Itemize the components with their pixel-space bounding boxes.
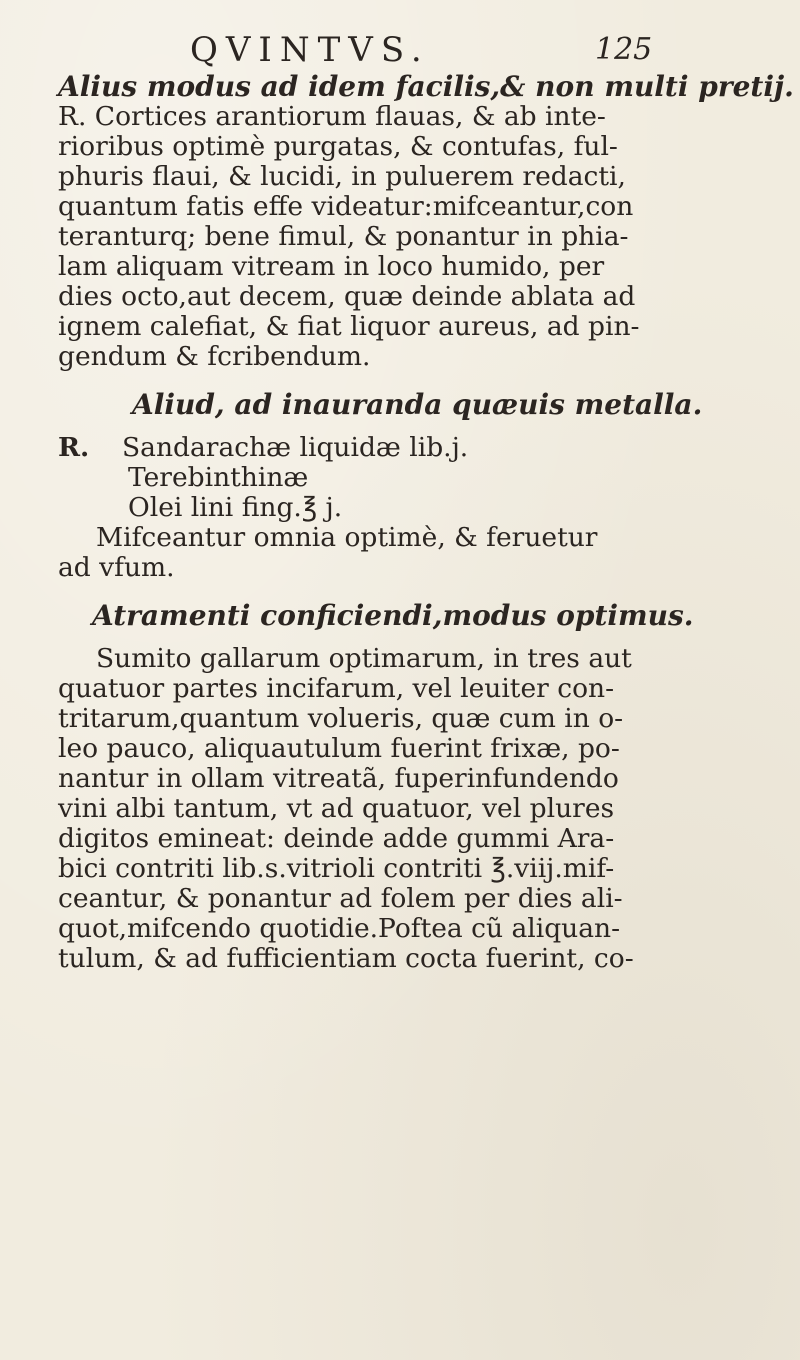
text-block	[58, 70, 794, 974]
text-line: dies octo,aut decem, quæ deinde ablata ad	[58, 281, 636, 312]
section-heading: Alius modus ad idem facilis,& non multi pretij.	[58, 70, 794, 103]
text-line: lam aliquam vitream in loco humido, per	[58, 251, 605, 282]
ingredient: Olei lini fing.℥ j.	[128, 492, 343, 523]
text-line: nantur in ollam vitreatã, fuperinfundendo	[58, 763, 619, 794]
text-line: teranturq; bene fimul, & ponantur in phia-	[58, 221, 629, 252]
text-line: rioribus optimè purgatas, & contufas, ful-	[58, 131, 618, 162]
text-line: leo pauco, aliquautulum fuerint frixæ, po-	[58, 733, 620, 764]
text-line: tulum, & ad fufficientiam cocta fuerint, co-	[58, 943, 634, 974]
section-heading: Atramenti conficiendi,modus optimus.	[92, 599, 694, 632]
text-line: tritarum,quantum volueris, quæ cum in o-	[58, 703, 624, 734]
text-line: ignem calefiat, & fiat liquor aureus, ad pin-	[58, 311, 640, 342]
text-line: gendum & fcribendum.	[58, 341, 371, 372]
text-line: quantum fatis effe videatur:mifceantur,con	[58, 191, 634, 222]
ingredient: Terebinthinæ	[128, 462, 309, 493]
text-line: vini albi tantum, vt ad quatuor, vel plures	[58, 793, 615, 824]
text-line: Mifceantur omnia optimè, & feruetur	[96, 522, 598, 553]
text-line: bici contriti lib.s.vitrioli contriti ℥.viij.mif-	[58, 853, 615, 884]
text-line: phuris flaui, & lucidi, in puluerem redacti,	[58, 161, 626, 192]
section-heading: Aliud, ad inauranda quæuis metalla.	[132, 388, 703, 421]
recipe-mark: R.	[58, 432, 90, 463]
ingredient: Sandarachæ liquidæ lib.j.	[122, 432, 469, 463]
text-line: quot,mifcendo quotidie.Poftea cũ aliquan-	[58, 913, 621, 944]
text-line: ad vfum.	[58, 552, 175, 583]
text-line: R. Cortices arantiorum flauas, & ab inte-	[58, 101, 606, 132]
page-number: 125	[595, 32, 653, 67]
text-line: ceantur, & ponantur ad folem per dies ali-	[58, 883, 623, 914]
text-line: Sumito gallarum optimarum, in tres aut	[96, 643, 632, 674]
ingredient-line	[58, 433, 748, 463]
running-title: QVINTVS.	[190, 30, 430, 70]
text-line: quatuor partes incifarum, vel leuiter con-	[58, 673, 615, 704]
text-line: digitos emineat: deinde adde gummi Ara-	[58, 823, 615, 854]
